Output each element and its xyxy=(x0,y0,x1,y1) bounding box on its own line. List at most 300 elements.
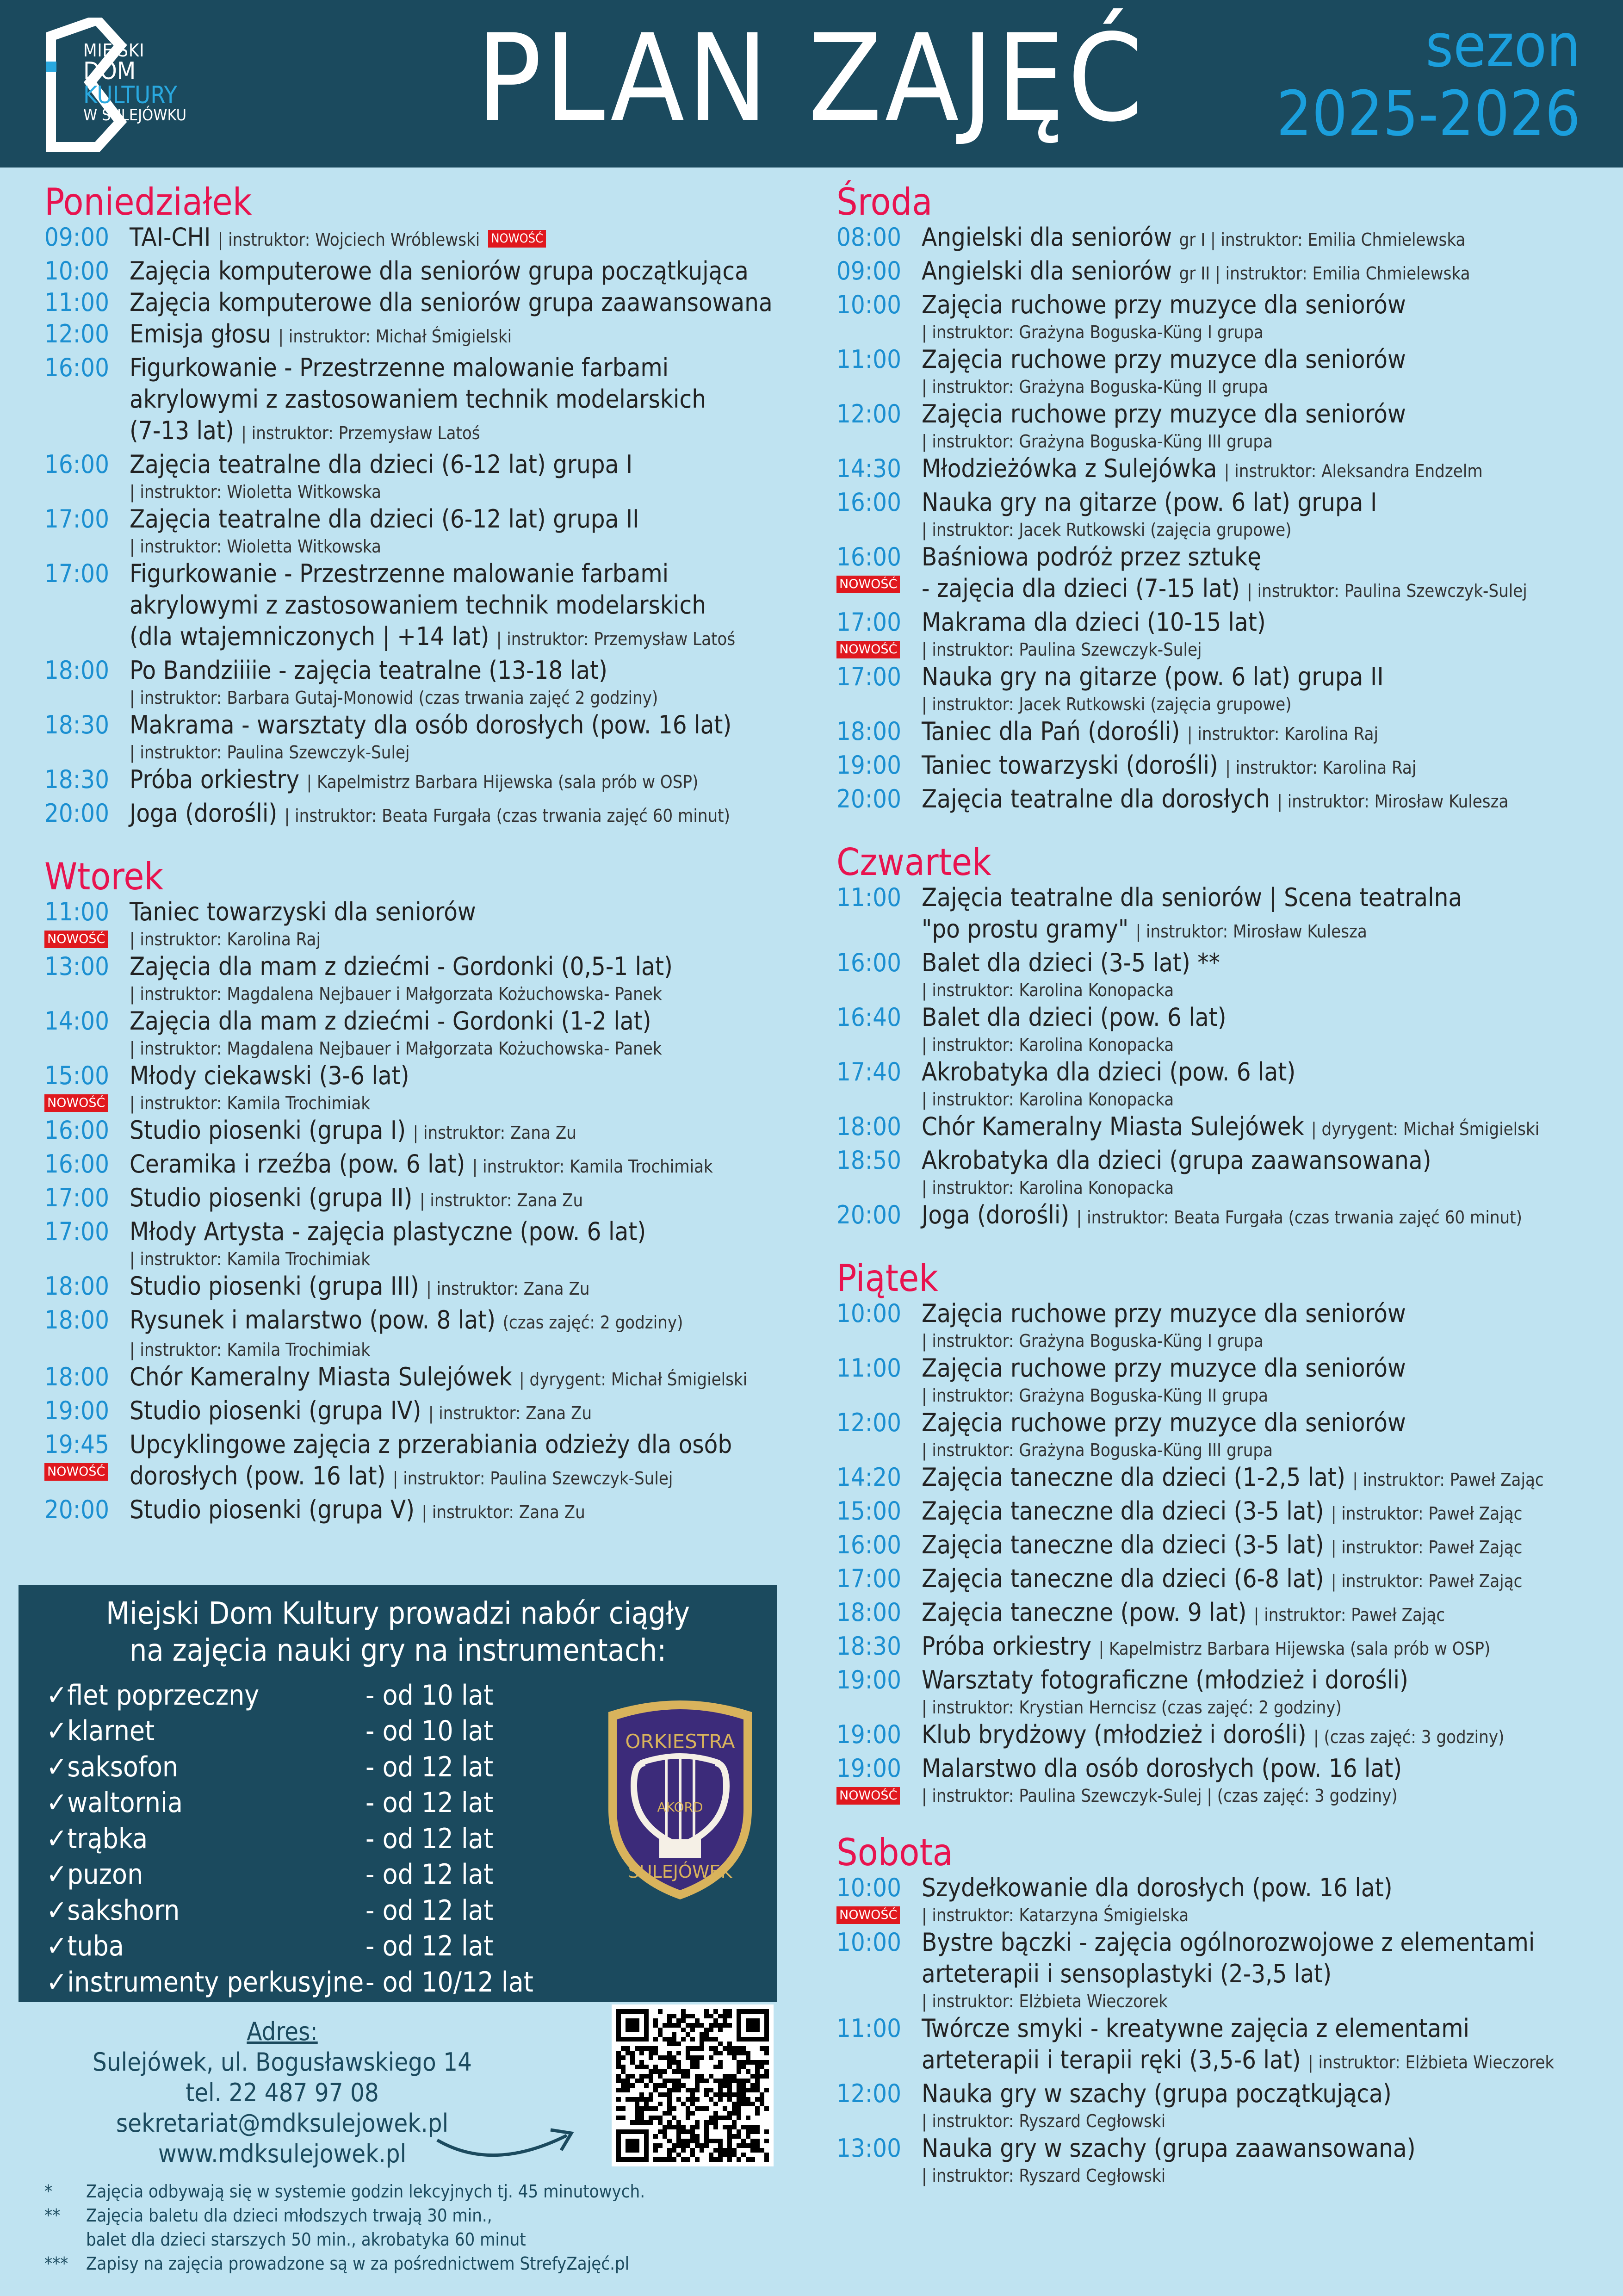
schedule-entry xyxy=(44,1115,794,1148)
entry-time: 10:00 xyxy=(836,1928,901,1957)
entry-title: Zajęcia ruchowe przy muzyce dla seniorów xyxy=(922,1353,1406,1383)
entry-title-line xyxy=(922,2133,1595,2164)
entry-title: Rysunek i malarstwo (pow. 8 lat) xyxy=(130,1305,496,1334)
entry-detail: | instruktor: Beata Furgała (czas trwania zajęć 60 minut) xyxy=(284,806,730,826)
entry-title: Zajęcia ruchowe przy muzyce dla seniorów xyxy=(922,345,1406,374)
footnote xyxy=(44,2203,775,2228)
entry-body xyxy=(922,1002,1595,1056)
schedule-entry xyxy=(836,1056,1595,1111)
entry-time: 08:00 xyxy=(836,223,901,252)
schedule-entry xyxy=(836,1529,1595,1563)
season-word: sezon xyxy=(1425,12,1580,81)
instruments-heading-line-1: Miejski Dom Kultury prowadzi nabór ciągły xyxy=(106,1595,690,1631)
entry-title-line xyxy=(922,398,1595,430)
entry-instructor: | instruktor: Kamila Trochimiak xyxy=(130,1249,371,1269)
entry-title: Chór Kameralny Miasta Sulejówek xyxy=(922,1112,1304,1141)
entry-body xyxy=(922,398,1595,453)
schedule-entry xyxy=(44,1395,794,1429)
entry-title-line xyxy=(922,1056,1595,1088)
entry-time: 19:00 xyxy=(44,1396,109,1425)
footnote-text: Zajęcia baletu dla dzieci młodszych trwają 30 min., xyxy=(86,2205,492,2226)
entry-time: 17:00 xyxy=(44,1183,109,1212)
entry-body xyxy=(130,1216,794,1271)
entry-body xyxy=(130,318,794,352)
schedule-entry xyxy=(44,222,794,255)
instrument-name: ✓tuba xyxy=(46,1930,124,1963)
entry-body xyxy=(130,558,794,655)
entry-time: 10:00 xyxy=(836,290,901,319)
entry-instructor: | instruktor: Paulina Szewczyk-Sulej xyxy=(130,742,410,763)
entry-detail: | Kapelmistrz Barbara Hijewska (sala prób w OSP) xyxy=(1098,1638,1491,1659)
schedule-entry xyxy=(836,1563,1595,1597)
time-cell xyxy=(836,2078,922,2110)
entry-title: Emisja głosu xyxy=(130,319,271,348)
entry-title: Joga (dorośli) xyxy=(922,1200,1070,1229)
instrument-row xyxy=(46,1677,564,1713)
entry-title: Nauka gry w szachy (grupa początkująca) xyxy=(922,2079,1392,2108)
entry-title: arteterapii i sensoplastyki (2-3,5 lat) xyxy=(922,1959,1332,1988)
entry-title: Akrobatyka dla dzieci (grupa zaawansowana) xyxy=(922,1146,1431,1175)
entry-title: Studio piosenki (grupa II) xyxy=(130,1183,413,1212)
footnote-mark: ** xyxy=(44,2205,61,2226)
instrument-age: - od 10 lat xyxy=(365,1679,494,1712)
entry-body xyxy=(922,607,1595,661)
entry-detail: | instruktor: Wojciech Wróblewski xyxy=(217,230,480,250)
entry-title-line xyxy=(922,1753,1595,1784)
day-section xyxy=(836,180,1595,817)
entry-body xyxy=(922,1664,1595,1719)
entry-title: Zajęcia ruchowe przy muzyce dla seniorów xyxy=(922,399,1406,428)
entry-instructor: | instruktor: Grażyna Boguska-Küng I grupa xyxy=(922,1331,1264,1351)
entry-title: Taniec towarzyski (dorośli) xyxy=(922,751,1218,780)
time-cell xyxy=(836,1199,922,1231)
entry-title: Zajęcia komputerowe dla seniorów grupa zaawansowana xyxy=(130,288,773,317)
schedule-entry xyxy=(44,1494,794,1528)
entry-time: 14:30 xyxy=(836,454,901,483)
entry-body xyxy=(130,1395,794,1429)
entry-body xyxy=(922,1563,1595,1597)
entry-detail: | Kapelmistrz Barbara Hijewska (sala prób w OSP) xyxy=(306,772,699,792)
entry-body xyxy=(922,289,1595,344)
instruments-list xyxy=(46,1677,564,2000)
entry-body xyxy=(922,1056,1595,1111)
time-cell xyxy=(836,1353,922,1384)
emblem-top-text: ORKIESTRA xyxy=(625,1730,735,1753)
entry-detail: (czas zajęć: 2 godziny) xyxy=(502,1312,683,1333)
entry-title: Zajęcia teatralne dla dzieci (6-12 lat) grupa I xyxy=(130,450,633,479)
schedule-entry xyxy=(44,1216,794,1271)
time-cell xyxy=(44,951,130,982)
entry-title-line xyxy=(130,318,794,352)
entry-body xyxy=(922,453,1595,487)
entry-time: 11:00 xyxy=(836,345,901,374)
entry-body xyxy=(922,947,1595,1002)
entry-body xyxy=(922,1199,1595,1233)
entry-title: Zajęcia taneczne dla dzieci (3-5 lat) xyxy=(922,1530,1324,1559)
schedule-entry xyxy=(44,1060,794,1115)
time-cell xyxy=(836,607,922,658)
entry-body xyxy=(922,2078,1595,2133)
time-cell xyxy=(44,1216,130,1247)
entry-body xyxy=(922,1719,1595,1753)
entry-detail: | (czas zajęć: 3 godziny) xyxy=(1313,1727,1505,1747)
day-heading: Sobota xyxy=(836,1831,953,1874)
entry-title-line xyxy=(130,798,794,832)
logo-line-3: KULTURY xyxy=(83,81,177,109)
time-cell xyxy=(836,1111,922,1142)
time-cell xyxy=(44,1148,130,1180)
entry-instructor: | instruktor: Grażyna Boguska-Küng I grupa xyxy=(922,322,1264,342)
entry-instructor: | instruktor: Magdalena Nejbauer i Małgorzata Kożuchowska- Panek xyxy=(130,1038,662,1059)
schedule-entry xyxy=(836,607,1595,661)
footnote xyxy=(44,2179,775,2203)
entry-time: 19:45 xyxy=(44,1430,109,1459)
time-cell xyxy=(44,449,130,480)
entry-title: Młodzieżówka z Sulejówka xyxy=(922,454,1217,483)
entry-title-line xyxy=(922,607,1595,638)
entry-time: 13:00 xyxy=(44,952,109,981)
schedule-entry xyxy=(44,1271,794,1304)
schedule-entry xyxy=(836,255,1595,289)
address-website[interactable]: www.mdksulejowek.pl xyxy=(158,2139,407,2168)
entry-title-line: Figurkowanie - Przestrzenne malowanie farbami xyxy=(130,559,669,588)
entry-title: Chór Kameralny Miasta Sulejówek xyxy=(130,1362,512,1391)
entry-title-line xyxy=(922,487,1595,518)
schedule-entry xyxy=(44,503,794,558)
time-cell xyxy=(44,1304,130,1336)
instrument-age: - od 12 lat xyxy=(365,1894,494,1927)
entry-title: Joga (dorośli) xyxy=(130,799,278,828)
address-contact[interactable]: tel. 22 487 97 08 sekretariat@mdksulejowek.pl xyxy=(116,2078,449,2138)
entry-body xyxy=(130,709,794,764)
time-cell xyxy=(836,222,922,253)
entry-body xyxy=(922,2133,1595,2187)
entry-time: 14:00 xyxy=(44,1006,109,1036)
footnote xyxy=(44,2252,775,2276)
entry-title-line xyxy=(130,621,794,655)
entry-title: Studio piosenki (grupa I) xyxy=(130,1116,406,1145)
entry-time: 18:00 xyxy=(44,1305,109,1334)
entry-body xyxy=(922,1753,1595,1807)
entry-instructor: | instruktor: Kamila Trochimiak xyxy=(130,1093,371,1113)
entry-body xyxy=(130,1115,794,1148)
entry-title-line xyxy=(130,1005,794,1037)
schedule-entry xyxy=(44,1361,794,1395)
entry-title-line xyxy=(130,1216,794,1247)
entry-title-line xyxy=(922,255,1595,289)
entry-body xyxy=(130,951,794,1005)
entry-title: Zajęcia ruchowe przy muzyce dla seniorów xyxy=(922,1299,1406,1328)
entry-detail: | instruktor: Zana Zu xyxy=(413,1123,576,1143)
entry-instructor: | instruktor: Grażyna Boguska-Küng III grupa xyxy=(922,431,1273,452)
entry-title: Nauka gry w szachy (grupa zaawansowana) xyxy=(922,2134,1416,2163)
time-cell xyxy=(44,1060,130,1112)
entry-body xyxy=(922,750,1595,783)
schedule-entry xyxy=(44,558,794,655)
instrument-age: - od 10/12 lat xyxy=(365,1966,533,1998)
time-cell xyxy=(44,1395,130,1427)
entry-title-line xyxy=(130,709,794,741)
entry-time: 12:00 xyxy=(836,2079,901,2108)
entry-title-line xyxy=(922,2078,1595,2110)
entry-time: 19:00 xyxy=(836,1754,901,1783)
time-cell xyxy=(836,1407,922,1439)
entry-time: 16:00 xyxy=(836,542,901,571)
entry-title: Akrobatyka dla dzieci (pow. 6 lat) xyxy=(922,1057,1296,1086)
schedule-entry xyxy=(836,1927,1595,2013)
entry-detail: | instruktor: Przemysław Latoś xyxy=(241,423,480,443)
entry-time: 19:00 xyxy=(836,751,901,780)
entry-title-line: Upcyklingowe zajęcia z przerabiania odzieży dla osób xyxy=(130,1430,732,1459)
entry-detail: | instruktor: Mirosław Kulesza xyxy=(1277,791,1509,812)
instruments-heading-line-2: na zajęcia nauki gry na instrumentach: xyxy=(129,1632,667,1668)
entry-time: 18:50 xyxy=(836,1146,901,1175)
entry-title-line xyxy=(130,896,794,928)
entry-title: Młody ciekawski (3-6 lat) xyxy=(130,1061,409,1090)
schedule-entry xyxy=(44,287,794,318)
time-cell xyxy=(836,1664,922,1696)
day-heading: Piątek xyxy=(836,1257,938,1300)
schedule-entry xyxy=(836,2013,1595,2078)
entry-detail: | instruktor: Michał Śmigielski xyxy=(278,326,512,347)
entry-title-line xyxy=(922,661,1595,693)
schedule-entry xyxy=(836,398,1595,453)
entry-instructor: | instruktor: Karolina Raj xyxy=(130,929,321,949)
entry-body xyxy=(130,222,794,255)
entry-time: 18:00 xyxy=(836,1598,901,1627)
schedule-entry xyxy=(836,2078,1595,2133)
day-heading: Środa xyxy=(836,180,933,223)
entry-title-line xyxy=(130,951,794,982)
entry-detail: | instruktor: Mirosław Kulesza xyxy=(1135,921,1367,942)
entry-title: Studio piosenki (grupa III) xyxy=(130,1272,419,1301)
entry-time: 14:20 xyxy=(836,1463,901,1492)
entry-time: 19:00 xyxy=(836,1665,901,1694)
instrument-name: ✓trąbka xyxy=(46,1822,148,1855)
entry-body xyxy=(922,222,1595,255)
schedule-entry xyxy=(44,951,794,1005)
schedule-entry xyxy=(836,1872,1595,1927)
time-cell xyxy=(836,2133,922,2164)
entry-title-line xyxy=(130,415,794,449)
schedule-entry xyxy=(44,1005,794,1060)
entry-title: Balet dla dzieci (3-5 lat) ** xyxy=(922,948,1220,977)
time-cell xyxy=(836,453,922,484)
entry-instructor: | instruktor: Wioletta Witkowska xyxy=(130,536,381,557)
time-cell xyxy=(44,1361,130,1393)
entry-body xyxy=(130,1005,794,1060)
instrument-age: - od 12 lat xyxy=(365,1750,494,1783)
entry-time: 11:00 xyxy=(44,288,109,317)
entry-instructor: | instruktor: Elżbieta Wieczorek xyxy=(922,1991,1168,2011)
entry-body xyxy=(130,1361,794,1395)
schedule-entry xyxy=(44,798,794,832)
day-section xyxy=(836,1833,1595,2187)
entry-title-line xyxy=(130,764,794,798)
entry-title-line xyxy=(130,655,794,686)
entry-detail: | instruktor: Zana Zu xyxy=(428,1403,592,1423)
entry-title: Makrama - warsztaty dla osób dorosłych (pow. 16 lat) xyxy=(130,710,732,739)
entry-time: 15:00 xyxy=(44,1061,109,1090)
new-badge: NOWOŚĆ xyxy=(836,1906,900,1924)
entry-title: Zajęcia dla mam z dziećmi - Gordonki (0,5-1 lat) xyxy=(130,952,673,981)
entry-title: Balet dla dzieci (pow. 6 lat) xyxy=(922,1003,1227,1032)
entry-title-line xyxy=(922,716,1595,750)
season-years: 2025-2026 xyxy=(1276,78,1580,150)
schedule-entry xyxy=(44,318,794,352)
day-section xyxy=(836,843,1595,1233)
entry-title-line xyxy=(130,1148,794,1182)
entry-title: Zajęcia taneczne (pow. 9 lat) xyxy=(922,1598,1247,1627)
entry-body xyxy=(130,449,794,503)
entry-time: 10:00 xyxy=(836,1299,901,1328)
entry-title: TAI-CHI xyxy=(130,223,211,252)
entry-body xyxy=(922,783,1595,817)
entry-title-line xyxy=(130,287,794,318)
entry-body xyxy=(130,1060,794,1115)
new-badge: NOWOŚĆ xyxy=(836,1787,900,1805)
schedule-entry xyxy=(836,750,1595,783)
entry-detail: | instruktor: Paulina Szewczyk-Sulej xyxy=(392,1468,673,1489)
time-cell xyxy=(44,1115,130,1146)
entry-time: 18:00 xyxy=(836,1112,901,1141)
entry-instructor: | instruktor: Grażyna Boguska-Küng II grupa xyxy=(922,377,1268,397)
time-cell xyxy=(44,1182,130,1214)
entry-body xyxy=(130,255,794,287)
entry-body xyxy=(922,1407,1595,1462)
schedule-entry xyxy=(44,1429,794,1494)
entry-title: Zajęcia ruchowe przy muzyce dla seniorów xyxy=(922,290,1406,319)
entry-time: 10:00 xyxy=(836,1873,901,1902)
entry-time: 18:30 xyxy=(44,710,109,739)
entry-time: 18:30 xyxy=(836,1632,901,1661)
entry-title-line xyxy=(922,1002,1595,1033)
schedule-entry xyxy=(836,1719,1595,1753)
schedule-entry xyxy=(836,1462,1595,1496)
instruments-box xyxy=(19,1585,777,2002)
new-badge: NOWOŚĆ xyxy=(44,931,108,948)
entry-title-line xyxy=(130,222,794,255)
entry-instructor: | instruktor: Barbara Gutaj-Monowid (czas trwania zajęć 2 godziny) xyxy=(130,688,658,708)
time-cell xyxy=(44,896,130,948)
entry-instructor: | instruktor: Karolina Konopacka xyxy=(922,980,1174,1000)
entry-body xyxy=(130,764,794,798)
qr-code-icon[interactable] xyxy=(612,2004,774,2166)
new-badge: NOWOŚĆ xyxy=(488,230,546,248)
entry-time: 12:00 xyxy=(836,399,901,428)
entry-body xyxy=(130,352,794,449)
schedule-entry xyxy=(836,1111,1595,1145)
entry-instructor: | instruktor: Paulina Szewczyk-Sulej | (czas zajęć: 3 godziny) xyxy=(922,1786,1398,1806)
entry-time: 20:00 xyxy=(44,1495,109,1524)
entry-title-line xyxy=(130,1361,794,1395)
entry-title-line xyxy=(922,783,1595,817)
entry-title: Próba orkiestry xyxy=(922,1632,1092,1661)
entry-body xyxy=(922,882,1595,947)
schedule-entry xyxy=(836,1753,1595,1807)
entry-body xyxy=(922,1353,1595,1407)
entry-title: Makrama dla dzieci (10-15 lat) xyxy=(922,608,1266,637)
entry-time: 16:00 xyxy=(836,948,901,977)
new-badge: NOWOŚĆ xyxy=(44,1094,108,1112)
day-section xyxy=(44,857,794,1528)
entry-detail: gr II | instruktor: Emilia Chmielewska xyxy=(1179,263,1470,284)
entry-instructor: | instruktor: Jacek Rutkowski (zajęcia grupowe) xyxy=(922,694,1292,714)
entry-title-line xyxy=(922,1631,1595,1664)
time-cell xyxy=(44,1005,130,1037)
schedule-entry xyxy=(836,882,1595,947)
page-title: PLAN ZAJĘĆ xyxy=(477,9,1146,149)
curved-arrow-icon xyxy=(433,2122,581,2172)
schedule-entry xyxy=(44,255,794,287)
schedule-entry xyxy=(836,1631,1595,1664)
schedule-entry xyxy=(836,453,1595,487)
entry-title-line xyxy=(130,449,794,480)
entry-detail: | instruktor: Paweł Zając xyxy=(1331,1537,1523,1558)
entry-title-line xyxy=(922,289,1595,321)
entry-title: Malarstwo dla osób dorosłych (pow. 16 lat) xyxy=(922,1754,1402,1783)
entry-title: Taniec dla Pań (dorośli) xyxy=(922,717,1180,746)
schedule-entry xyxy=(44,1182,794,1216)
entry-title-line xyxy=(922,1872,1595,1904)
entry-body xyxy=(130,1148,794,1182)
instrument-name: ✓waltornia xyxy=(46,1787,183,1819)
entry-title: Zajęcia komputerowe dla seniorów grupa początkująca xyxy=(130,256,749,285)
entry-title: Zajęcia dla mam z dziećmi - Gordonki (1-2 lat) xyxy=(130,1006,651,1036)
entry-title-line: Baśniowa podróż przez sztukę xyxy=(922,542,1261,571)
entry-detail: | instruktor: Beata Furgała (czas trwania zajęć 60 minut) xyxy=(1076,1207,1522,1228)
instrument-row xyxy=(46,1857,564,1893)
entry-time: 17:00 xyxy=(44,504,109,534)
entry-body xyxy=(130,896,794,951)
entry-time: 18:00 xyxy=(44,1272,109,1301)
entry-title-line xyxy=(922,913,1595,947)
entry-body xyxy=(130,1494,794,1528)
entry-instructor: | instruktor: Krystian Herncisz (czas zajęć: 2 godziny) xyxy=(922,1697,1342,1718)
entry-time: 11:00 xyxy=(836,883,901,912)
entry-title-line xyxy=(130,1271,794,1304)
season-label xyxy=(1276,13,1580,149)
instrument-row xyxy=(46,1749,564,1785)
time-cell xyxy=(836,398,922,430)
entry-time: 17:00 xyxy=(836,1564,901,1593)
entry-time: 16:00 xyxy=(44,353,109,382)
schedule-entry xyxy=(44,352,794,449)
time-cell xyxy=(836,1597,922,1628)
instrument-row xyxy=(46,1964,564,2000)
entry-time: 16:00 xyxy=(44,450,109,479)
entry-detail: | instruktor: Karolina Raj xyxy=(1225,757,1417,778)
entry-time: 11:00 xyxy=(44,897,109,926)
new-badge: NOWOŚĆ xyxy=(836,576,900,593)
entry-title-line xyxy=(922,947,1595,979)
entry-body xyxy=(922,1111,1595,1145)
entry-title-line xyxy=(922,1199,1595,1233)
entry-title-line xyxy=(922,2044,1595,2078)
entry-title-line xyxy=(922,1958,1595,1990)
entry-instructor: | instruktor: Karolina Konopacka xyxy=(922,1035,1174,1055)
entry-body xyxy=(130,1182,794,1216)
entry-time: 10:00 xyxy=(44,256,109,285)
instruments-heading xyxy=(19,1595,777,1669)
entry-title: Zajęcia teatralne dla dorosłych xyxy=(922,784,1270,813)
entry-time: 19:00 xyxy=(836,1720,901,1749)
schedule-entry xyxy=(44,1304,794,1361)
entry-instructor: | instruktor: Karolina Konopacka xyxy=(922,1178,1174,1198)
entry-title-line: Zajęcia teatralne dla seniorów | Scena teatralna xyxy=(922,883,1462,912)
entry-time: 12:00 xyxy=(836,1408,901,1437)
time-cell xyxy=(836,1563,922,1595)
